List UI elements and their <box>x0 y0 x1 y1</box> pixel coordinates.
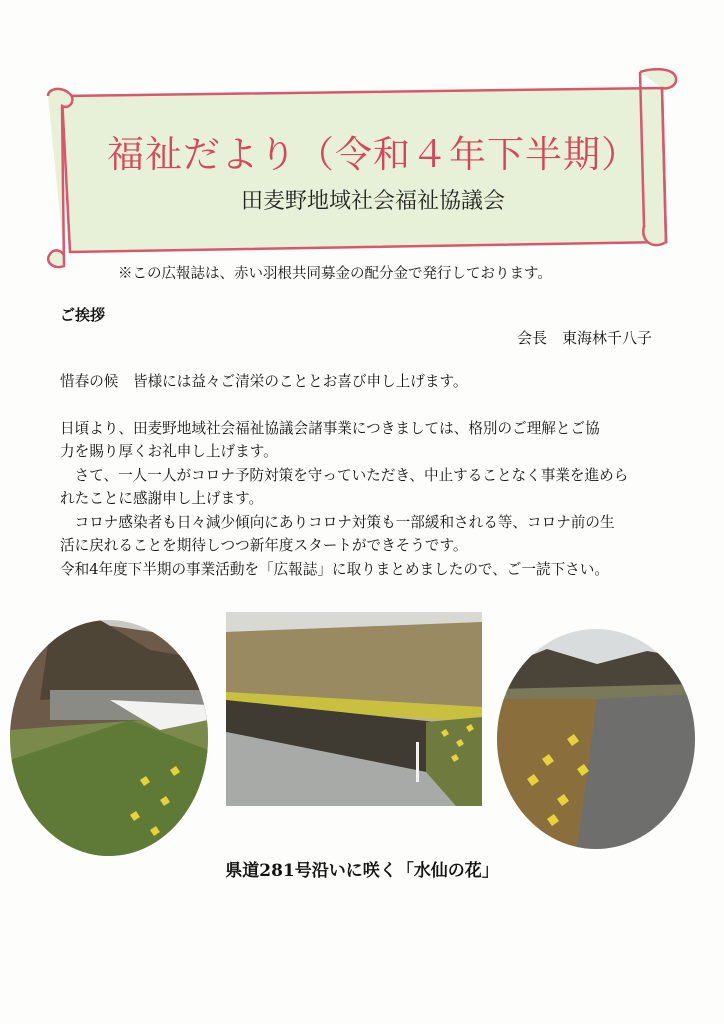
greeting-line: 活に戻れることを期待しつつ新年度スタートができそうです。 <box>60 537 468 554</box>
greeting-line: 日頃より、田麦野地域社会福祉協議会諸事業につきましては、格別のご理解とご協 <box>60 419 600 437</box>
funding-note: ※この広報誌は、赤い羽根共同募金の配分金で発行しております。 <box>118 266 552 282</box>
daffodil-photo-center <box>226 612 482 806</box>
photo-caption: 県道281号沿いに咲く「水仙の花」 <box>225 861 499 881</box>
daffodil-photo-right <box>497 629 695 849</box>
greeting-line: コロナ感染者も日々減少傾向にありコロナ対策も一部緩和される等、コロナ前の生 <box>60 513 615 531</box>
greeting-body <box>60 370 670 581</box>
greeting-line: さて、一人一人がコロナ予防対策を守っていただき、中止することなく事業を進めら <box>60 466 629 484</box>
daffodil-photo-left <box>10 620 208 856</box>
greeting-line: 力を賜り厚くお礼申し上げます。 <box>60 443 278 460</box>
greeting-line: 惜春の候 皆様には益々ご清栄のこととお喜び申し上げます。 <box>60 373 468 390</box>
greeting-author: 会長 東海林千八子 <box>516 329 652 347</box>
newsletter-title: 福祉だより（令和４年下半期） <box>107 133 639 176</box>
greeting-line: 令和4年度下半期の事業活動を「広報誌」に取りまとめましたので、ご一読下さい。 <box>60 560 609 578</box>
greeting-line: れたことに感謝申し上げます。 <box>60 490 264 507</box>
greeting-heading: ご挨拶 <box>60 306 106 324</box>
organization-name: 田麦野地域社会福祉協議会 <box>240 189 505 214</box>
